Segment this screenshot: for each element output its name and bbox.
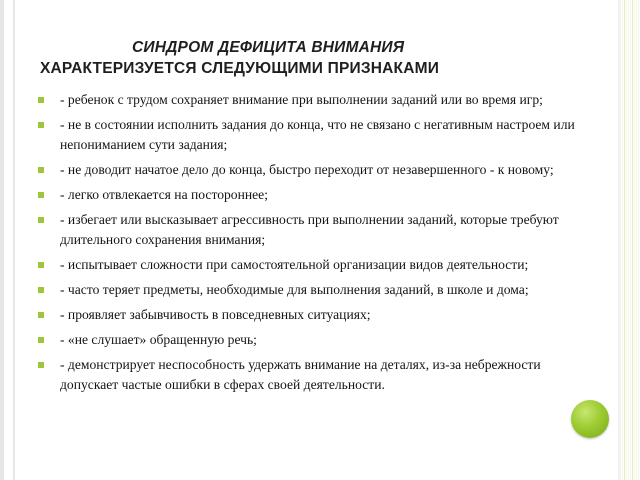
- list-item: [38, 160, 583, 180]
- bullet-square-icon: [38, 312, 44, 318]
- green-circle-decoration: [571, 400, 609, 438]
- left-inner-border: [13, 0, 15, 480]
- list-item: [38, 280, 583, 300]
- list-item: [38, 330, 583, 350]
- title-line-1: СИНДРОМ ДЕФИЦИТА ВНИМАНИЯ: [132, 39, 405, 56]
- bullet-square-icon: [38, 287, 44, 293]
- bullet-square-icon: [38, 362, 44, 368]
- title-line-2: ХАРАКТЕРИЗУЕТСЯ СЛЕДУЮЩИМИ ПРИЗНАКАМИ: [40, 60, 440, 77]
- list-item: [38, 355, 583, 395]
- bullet-square-icon: [38, 122, 44, 128]
- list-item: [38, 90, 583, 110]
- list-item: [38, 115, 583, 155]
- list-item-text: - «не слушает» обращенную речь;: [60, 332, 257, 347]
- list-item: [38, 210, 583, 250]
- list-item-text: - ребенок с трудом сохраняет внимание при выполнении заданий или во время игр;: [60, 92, 543, 107]
- list-item-text: - демонстрирует неспособность удержать внимание на деталях, из-за небрежности допускает частые ошибки в сферах своей деятельности.: [60, 357, 541, 392]
- slide-title: [30, 37, 590, 79]
- list-item-text: - часто теряет предметы, необходимые для выполнения заданий, в школе и дома;: [60, 282, 529, 297]
- bullet-square-icon: [38, 337, 44, 343]
- bullet-square-icon: [38, 217, 44, 223]
- list-item: [38, 255, 583, 275]
- bullet-square-icon: [38, 262, 44, 268]
- bullet-square-icon: [38, 97, 44, 103]
- list-item-text: - не в состоянии исполнить задания до конца, что не связано с негативным настроем или непониманием сути задания;: [60, 117, 575, 152]
- list-item-text: - испытывает сложности при самостоятельной организации видов деятельности;: [60, 257, 529, 272]
- list-item: [38, 305, 583, 325]
- bullet-square-icon: [38, 167, 44, 173]
- list-item-text: - избегает или высказывает агрессивность при выполнении заданий, которые требуют длительного сохранения внимания;: [60, 212, 559, 247]
- list-item-text: - легко отвлекается на постороннее;: [60, 187, 268, 202]
- list-item: [38, 185, 583, 205]
- symptom-list: [38, 90, 583, 400]
- list-item-text: - проявляет забывчивость в повседневных ситуациях;: [60, 307, 371, 322]
- list-item-text: - не доводит начатое дело до конца, быстро переходит от незавершенного - к новому;: [60, 162, 554, 177]
- right-decorative-stripe: [618, 0, 640, 480]
- bullet-square-icon: [38, 192, 44, 198]
- left-frame-border: [0, 0, 4, 480]
